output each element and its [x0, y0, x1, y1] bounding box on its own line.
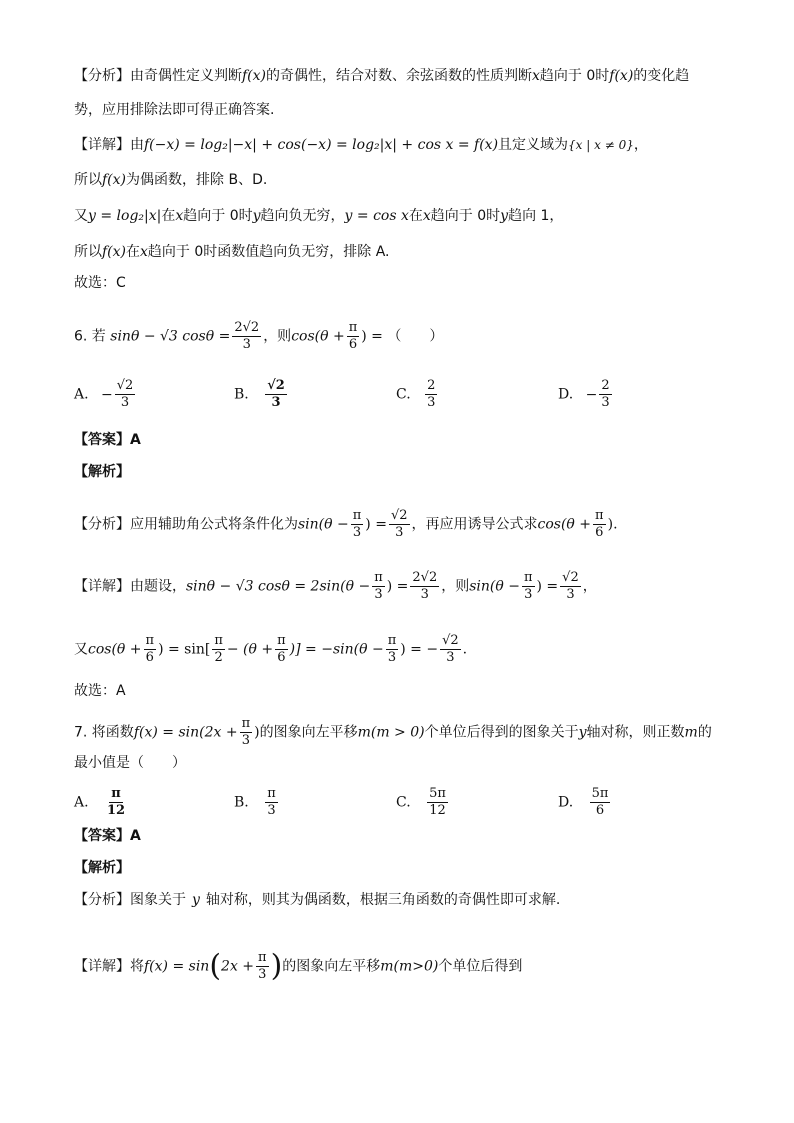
question-text: 7. 将函数	[74, 724, 134, 741]
select-answer-6	[74, 681, 126, 701]
x-symbol: x	[532, 68, 540, 84]
option-label: D.	[558, 386, 574, 403]
domain-set: {x | x ≠ 0}	[568, 138, 634, 152]
question-text: 个单位后得到的图象关于	[424, 724, 579, 741]
option-7-c	[396, 786, 450, 819]
detail-text: 趋向于 0时	[430, 208, 501, 224]
sin-expression: sin(θ −	[469, 578, 520, 595]
detail-line-2	[74, 170, 267, 190]
numerator: π	[145, 633, 155, 648]
fraction	[115, 378, 136, 411]
numerator: π	[214, 633, 223, 648]
numerator: 5π	[429, 786, 446, 801]
question-text: 轴对称，则正数	[586, 724, 685, 741]
analysis-text: 的奇偶性，结合对数、余弦函数的性质判断	[266, 68, 533, 84]
x-symbol: x	[140, 244, 148, 260]
denominator: 3	[566, 587, 575, 602]
option-6-d	[558, 378, 614, 411]
numerator: 5π	[591, 786, 609, 801]
denominator: 6	[348, 337, 358, 352]
denominator: 3	[387, 650, 397, 665]
detail-text: 【详解】由题设，	[74, 578, 186, 595]
fraction	[410, 570, 439, 603]
detail-text: 在	[126, 244, 141, 260]
numerator: √2	[442, 633, 459, 648]
fraction	[599, 378, 611, 411]
detail-text: 趋向于 0时	[183, 208, 253, 224]
shift-amount: m(m>0)	[380, 958, 439, 975]
detail-text: 趋向于 0时函数值趋向负无穷，排除 A.	[147, 244, 390, 260]
sin-bracket: ) = sin[	[158, 641, 211, 658]
detail-line-3	[74, 206, 563, 226]
numerator: √2	[267, 378, 285, 393]
comma: ，	[582, 578, 597, 595]
numerator: 2√2	[412, 570, 438, 585]
paren: )	[607, 516, 614, 533]
detail-text: 在	[408, 208, 423, 224]
fraction	[386, 633, 399, 666]
fraction	[256, 950, 269, 983]
denominator: 3	[258, 967, 267, 982]
fraction	[275, 633, 288, 666]
fraction	[593, 508, 606, 541]
fraction	[522, 570, 535, 603]
option-label: B.	[234, 794, 249, 811]
question-text: 6. 若	[74, 328, 106, 345]
denominator: 6	[277, 650, 286, 665]
numerator: π	[352, 508, 362, 523]
denominator: 2	[214, 650, 223, 665]
answer-7: 【答案】A	[74, 828, 141, 844]
question-7-line-2	[74, 753, 186, 773]
fx-symbol: f(x)	[609, 68, 634, 84]
question-7	[74, 716, 712, 749]
function-expression: f(x) = sin(2x +	[133, 724, 238, 741]
numerator: 2√2	[234, 320, 260, 335]
right-paren: )	[270, 948, 283, 984]
numerator: π	[267, 786, 276, 801]
numerator: √2	[390, 508, 408, 523]
analysis-text: 轴对称，则其为偶函数，根据三角函数的奇偶性即可求解.	[205, 892, 561, 908]
analysis-line-2	[74, 100, 274, 120]
analysis-text: 【分析】图象关于	[74, 892, 186, 908]
answer-6: 【答案】A	[74, 432, 141, 448]
fraction	[351, 508, 364, 541]
numerator: π	[111, 786, 121, 801]
analysis-header-7: 【解析】	[74, 860, 130, 876]
equals: ) =	[386, 578, 409, 595]
numerator: 2	[427, 378, 436, 393]
denominator: 3	[601, 395, 610, 410]
denominator: 3	[242, 337, 251, 352]
option-7-a	[74, 786, 129, 819]
denominator: 12	[107, 803, 126, 818]
minus-sign: −	[585, 386, 598, 403]
denominator: 3	[241, 733, 250, 748]
analysis-text: 的变化趋	[633, 68, 690, 84]
denominator: 3	[427, 395, 436, 410]
analysis-7	[74, 890, 560, 910]
denominator: 3	[395, 525, 404, 540]
denominator: 3	[267, 803, 276, 818]
y-symbol: y	[192, 892, 200, 908]
detail-text: 的图象向左平移	[282, 958, 381, 975]
fraction	[372, 570, 385, 603]
fraction	[240, 716, 253, 749]
sin-expression: sin(θ −	[298, 516, 349, 533]
denominator: 3	[352, 525, 362, 540]
fraction	[347, 320, 360, 353]
denominator: 6	[595, 803, 605, 818]
x-symbol: x	[175, 208, 184, 224]
analysis-header-6: 【解析】	[74, 464, 130, 480]
left-paren: (	[209, 948, 222, 984]
neg-sin: )] = −sin(θ −	[289, 641, 384, 658]
denominator: 6	[145, 650, 154, 665]
fraction	[427, 786, 448, 819]
fraction	[265, 786, 278, 819]
numerator: π	[241, 716, 251, 731]
detail-text: 趋向 1，	[508, 208, 564, 224]
numerator: π	[523, 570, 533, 585]
period: .	[613, 516, 618, 533]
option-7-d	[558, 786, 612, 819]
fraction	[212, 633, 225, 666]
detail-text: ，则	[441, 578, 470, 595]
fraction	[232, 320, 261, 353]
select-text: 故选：A	[74, 683, 126, 699]
detail-text: 又	[74, 208, 88, 224]
numerator: 2	[601, 378, 610, 393]
equals: ) =	[365, 516, 387, 533]
numerator: π	[277, 633, 286, 648]
option-label: B.	[234, 386, 249, 403]
fraction	[440, 633, 461, 666]
option-label: C.	[396, 386, 411, 403]
analysis-text: 【分析】由奇偶性定义判断	[74, 68, 242, 84]
option-6-b	[234, 378, 289, 411]
detail-6-line-2	[74, 633, 467, 666]
equals: ) =	[536, 578, 559, 595]
fx-symbol: f(x)	[242, 68, 267, 84]
denominator: 3	[524, 587, 533, 602]
parity-equation: f(−x) = log₂|−x| + cos(−x) = log₂|x| + cos x = f(x)	[144, 137, 499, 153]
question-6	[74, 320, 443, 353]
detail-line-1	[74, 135, 648, 155]
period: .	[462, 641, 468, 658]
question-text: 最小值是（ ）	[74, 755, 186, 771]
detail-7	[74, 950, 522, 983]
option-label: A.	[74, 386, 89, 403]
m-symbol: m	[684, 724, 698, 741]
inner-expression: 2x +	[221, 958, 255, 975]
condition-equation: sinθ − √3 cosθ =	[110, 328, 231, 345]
denominator: 3	[374, 587, 383, 602]
y-symbol: y	[578, 724, 587, 741]
numerator: √2	[116, 378, 134, 393]
analysis-text: 【分析】应用辅助角公式将条件化为	[74, 516, 298, 533]
function-expression: f(x) = sin	[144, 958, 210, 975]
detail-text: 【详解】将	[74, 958, 144, 975]
denominator: 3	[271, 395, 281, 410]
cos-expression: cos(θ +	[537, 516, 592, 533]
option-label: A.	[74, 794, 89, 811]
fraction	[144, 633, 157, 666]
fraction	[560, 570, 581, 603]
denominator: 12	[429, 803, 446, 818]
fraction	[389, 508, 410, 541]
numerator: π	[348, 320, 358, 335]
analysis-6	[74, 508, 618, 541]
question-text: 的图象向左平移	[259, 724, 358, 741]
analysis-text: 势，应用排除法即可得正确答案.	[74, 102, 275, 118]
numerator: π	[595, 508, 604, 523]
numerator: √2	[562, 570, 579, 585]
detail-text: 所以	[74, 172, 102, 188]
detail-6-line-1	[74, 570, 597, 603]
option-6-c	[396, 378, 439, 411]
cos-expression: cos(θ +	[88, 641, 142, 658]
target-expression: cos(θ +	[291, 328, 345, 345]
y-symbol: y	[500, 208, 509, 224]
detail-text: 在	[161, 208, 176, 224]
fraction	[590, 786, 611, 819]
aux-angle-expression: sinθ − √3 cosθ = 2sin(θ −	[186, 578, 371, 595]
denominator: 6	[595, 525, 604, 540]
cos-function: y = cos x	[344, 208, 409, 224]
fx-symbol: f(x)	[102, 244, 127, 260]
analysis-text: 趋向于 0时	[539, 68, 610, 84]
equals-neg: ) = −	[400, 641, 439, 658]
numerator: π	[258, 950, 267, 965]
detail-text: 且定义域为	[498, 137, 569, 153]
denominator: 3	[446, 650, 455, 665]
detail-text: 趋向负无穷，	[260, 208, 345, 224]
detail-text: 【详解】由	[74, 137, 144, 153]
fraction	[425, 378, 437, 411]
denominator: 3	[120, 395, 130, 410]
log-function: y = log₂|x|	[88, 208, 162, 224]
option-6-a	[74, 378, 137, 411]
detail-text: ，	[633, 137, 648, 153]
option-7-b	[234, 786, 280, 819]
fx-symbol: f(x)	[102, 172, 127, 188]
detail-text: 所以	[74, 244, 102, 260]
x-symbol: x	[422, 208, 431, 224]
select-text: 故选：C	[74, 275, 126, 291]
shift-amount: m(m > 0)	[357, 724, 425, 741]
y-symbol: y	[252, 208, 261, 224]
minus-theta: − (θ +	[226, 641, 274, 658]
numerator: π	[387, 633, 397, 648]
question-blank: ) = （ ）	[361, 328, 444, 345]
minus-sign: −	[101, 386, 113, 403]
paren: )	[254, 724, 260, 741]
numerator: π	[374, 570, 383, 585]
option-label: D.	[558, 794, 574, 811]
question-text: ，则	[263, 328, 292, 345]
analysis-line-1	[74, 66, 689, 86]
detail-text: 又	[74, 641, 88, 658]
detail-line-4	[74, 242, 390, 262]
detail-text: 为偶函数，排除 B、D.	[126, 172, 268, 188]
fraction	[265, 378, 287, 411]
option-label: C.	[396, 794, 411, 811]
denominator: 3	[420, 587, 429, 602]
detail-text: 个单位后得到	[438, 958, 523, 975]
question-text: 的	[697, 724, 712, 741]
fraction	[105, 786, 127, 819]
select-answer-5	[74, 273, 126, 293]
analysis-text: ，再应用诱导公式求	[411, 516, 538, 533]
